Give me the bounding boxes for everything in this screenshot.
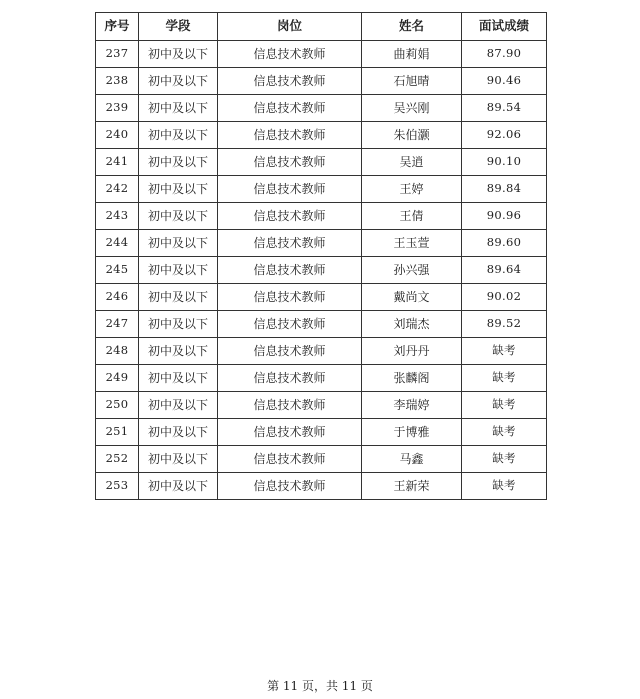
cell-seq: 237 <box>96 41 139 68</box>
cell-name: 吴逍 <box>362 149 462 176</box>
cell-stage: 初中及以下 <box>139 68 218 95</box>
cell-name: 曲莉娟 <box>362 41 462 68</box>
cell-seq: 250 <box>96 392 139 419</box>
cell-seq: 244 <box>96 230 139 257</box>
cell-stage: 初中及以下 <box>139 122 218 149</box>
cell-name: 吴兴刚 <box>362 95 462 122</box>
cell-stage: 初中及以下 <box>139 446 218 473</box>
cell-name: 马鑫 <box>362 446 462 473</box>
cell-score: 89.84 <box>462 176 547 203</box>
table-row <box>96 230 547 257</box>
cell-name: 王倩 <box>362 203 462 230</box>
cell-stage: 初中及以下 <box>139 41 218 68</box>
header-seq: 序号 <box>96 13 139 41</box>
cell-post: 信息技术教师 <box>218 338 362 365</box>
cell-post: 信息技术教师 <box>218 230 362 257</box>
cell-score: 89.64 <box>462 257 547 284</box>
table-row <box>96 338 547 365</box>
cell-post: 信息技术教师 <box>218 257 362 284</box>
table-body <box>96 41 547 500</box>
cell-stage: 初中及以下 <box>139 338 218 365</box>
cell-name: 王新荣 <box>362 473 462 500</box>
cell-name: 王婷 <box>362 176 462 203</box>
header-stage: 学段 <box>139 13 218 41</box>
cell-score: 87.90 <box>462 41 547 68</box>
cell-stage: 初中及以下 <box>139 176 218 203</box>
cell-name: 石旭晴 <box>362 68 462 95</box>
cell-stage: 初中及以下 <box>139 392 218 419</box>
header-name: 姓名 <box>362 13 462 41</box>
cell-name: 于博雅 <box>362 419 462 446</box>
header-row <box>96 13 547 41</box>
cell-stage: 初中及以下 <box>139 95 218 122</box>
cell-post: 信息技术教师 <box>218 122 362 149</box>
cell-stage: 初中及以下 <box>139 230 218 257</box>
cell-stage: 初中及以下 <box>139 365 218 392</box>
cell-post: 信息技术教师 <box>218 203 362 230</box>
cell-seq: 246 <box>96 284 139 311</box>
cell-name: 孙兴强 <box>362 257 462 284</box>
table-row <box>96 365 547 392</box>
table-row <box>96 122 547 149</box>
cell-stage: 初中及以下 <box>139 419 218 446</box>
cell-stage: 初中及以下 <box>139 311 218 338</box>
cell-post: 信息技术教师 <box>218 446 362 473</box>
cell-seq: 247 <box>96 311 139 338</box>
cell-name: 王玉萱 <box>362 230 462 257</box>
table-row <box>96 68 547 95</box>
cell-name: 刘丹丹 <box>362 338 462 365</box>
cell-post: 信息技术教师 <box>218 68 362 95</box>
cell-score: 89.54 <box>462 95 547 122</box>
cell-score: 92.06 <box>462 122 547 149</box>
cell-score: 缺考 <box>462 338 547 365</box>
cell-stage: 初中及以下 <box>139 203 218 230</box>
cell-seq: 238 <box>96 68 139 95</box>
table-row <box>96 176 547 203</box>
cell-score: 缺考 <box>462 446 547 473</box>
cell-seq: 252 <box>96 446 139 473</box>
cell-name: 刘瑞杰 <box>362 311 462 338</box>
cell-post: 信息技术教师 <box>218 473 362 500</box>
cell-seq: 251 <box>96 419 139 446</box>
table-row <box>96 41 547 68</box>
table-row <box>96 257 547 284</box>
table-row <box>96 473 547 500</box>
score-table <box>95 12 547 500</box>
cell-score: 缺考 <box>462 365 547 392</box>
cell-seq: 240 <box>96 122 139 149</box>
table-row <box>96 392 547 419</box>
cell-post: 信息技术教师 <box>218 311 362 338</box>
cell-name: 戴尚文 <box>362 284 462 311</box>
cell-seq: 242 <box>96 176 139 203</box>
table-row <box>96 419 547 446</box>
cell-seq: 249 <box>96 365 139 392</box>
cell-post: 信息技术教师 <box>218 365 362 392</box>
cell-score: 90.46 <box>462 68 547 95</box>
cell-seq: 245 <box>96 257 139 284</box>
table-row <box>96 284 547 311</box>
cell-stage: 初中及以下 <box>139 149 218 176</box>
cell-name: 朱伯灏 <box>362 122 462 149</box>
table-row <box>96 95 547 122</box>
cell-score: 90.96 <box>462 203 547 230</box>
table-row <box>96 311 547 338</box>
cell-post: 信息技术教师 <box>218 419 362 446</box>
cell-score: 90.10 <box>462 149 547 176</box>
cell-stage: 初中及以下 <box>139 284 218 311</box>
cell-score: 89.52 <box>462 311 547 338</box>
cell-post: 信息技术教师 <box>218 149 362 176</box>
table-row <box>96 446 547 473</box>
table-row <box>96 149 547 176</box>
cell-score: 缺考 <box>462 473 547 500</box>
cell-score: 90.02 <box>462 284 547 311</box>
cell-post: 信息技术教师 <box>218 176 362 203</box>
cell-name: 李瑞婷 <box>362 392 462 419</box>
cell-name: 张麟阁 <box>362 365 462 392</box>
header-score: 面试成绩 <box>462 13 547 41</box>
page-footer: 第 11 页，共 11 页 <box>267 679 373 693</box>
cell-post: 信息技术教师 <box>218 392 362 419</box>
cell-stage: 初中及以下 <box>139 473 218 500</box>
cell-post: 信息技术教师 <box>218 284 362 311</box>
cell-stage: 初中及以下 <box>139 257 218 284</box>
cell-score: 缺考 <box>462 392 547 419</box>
cell-seq: 241 <box>96 149 139 176</box>
cell-post: 信息技术教师 <box>218 41 362 68</box>
header-post: 岗位 <box>218 13 362 41</box>
cell-seq: 243 <box>96 203 139 230</box>
table-row <box>96 203 547 230</box>
cell-score: 缺考 <box>462 419 547 446</box>
cell-score: 89.60 <box>462 230 547 257</box>
cell-seq: 239 <box>96 95 139 122</box>
cell-post: 信息技术教师 <box>218 95 362 122</box>
cell-seq: 253 <box>96 473 139 500</box>
table-header <box>96 13 547 41</box>
cell-seq: 248 <box>96 338 139 365</box>
